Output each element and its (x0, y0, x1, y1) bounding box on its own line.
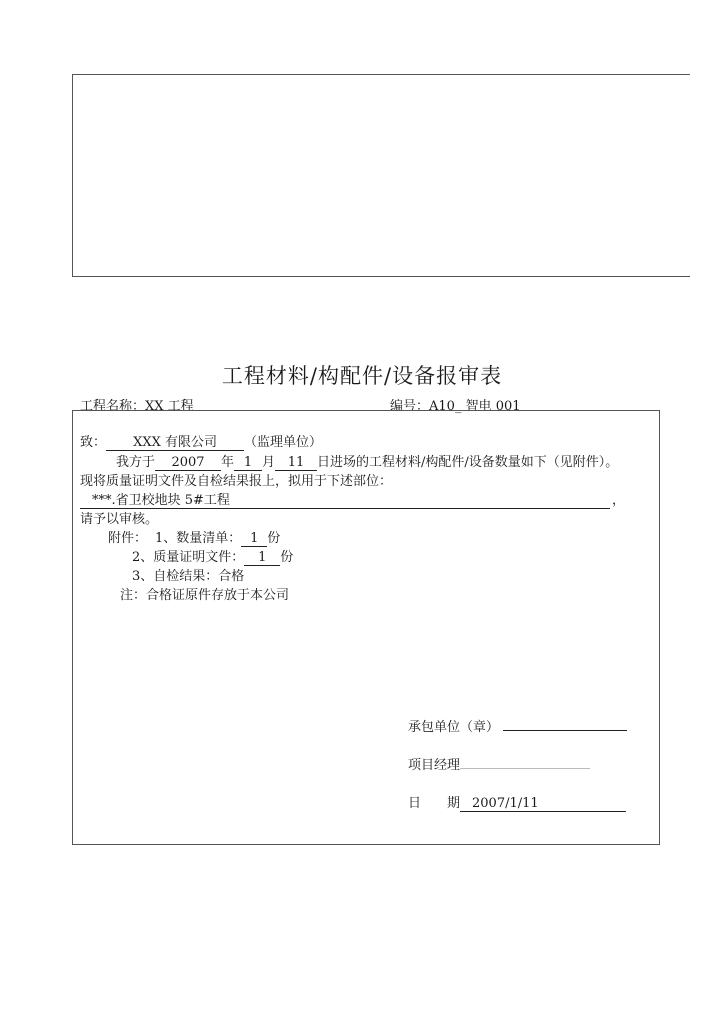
arrival-year: 2007 (155, 455, 221, 471)
blank-upper-box (72, 74, 690, 277)
location-line: ***.省卫校地块 5#工程 ， (80, 489, 625, 509)
manager-signature: 项目经理 (408, 754, 590, 773)
date-value: 2007/1/11 (460, 796, 626, 812)
note-line: 注：合格证原件存放于本公司 (120, 588, 290, 603)
form-title: 工程材料/构配件/设备报审表 (221, 364, 503, 388)
attachment-item-2: 2、质量证明文件： 1 份 (132, 550, 294, 565)
project-label: 工程名称： (80, 399, 146, 414)
contractor-stamp-field (503, 730, 627, 731)
submit-line: 现将质量证明文件及自检结果报上，拟用于下述部位： (80, 474, 393, 489)
date-row: 日 期 2007/1/11 (408, 792, 626, 812)
addressee-line: 致： XXX 有限公司 （监理单位） (80, 435, 323, 450)
item1-count: 1 (241, 531, 267, 547)
intro-line: 我方于 2007 年 1 月 11 日进场的工程材料/构配件/设备数量如下（见附件）。 (116, 455, 619, 470)
project-name: XX 工程 (145, 399, 194, 414)
review-request-line: 请予以审核。 (80, 512, 159, 527)
contractor-signature: 承包单位（章） (408, 716, 627, 735)
attachment-item-1: 附件： 1、数量清单： 1 份 (108, 531, 281, 546)
manager-sign-field (460, 755, 590, 769)
attachment-item-3: 3、自检结果：合格 (132, 569, 245, 584)
location-field: ***.省卫校地块 5#工程 (80, 493, 610, 509)
item2-count: 1 (244, 550, 280, 566)
addressee-company: XXX 有限公司 (106, 435, 244, 451)
number-value: A10_ 智电 001 (429, 399, 521, 414)
number-label: 编号： (390, 399, 430, 414)
arrival-day: 11 (275, 455, 317, 471)
arrival-month: 1 (234, 455, 262, 471)
